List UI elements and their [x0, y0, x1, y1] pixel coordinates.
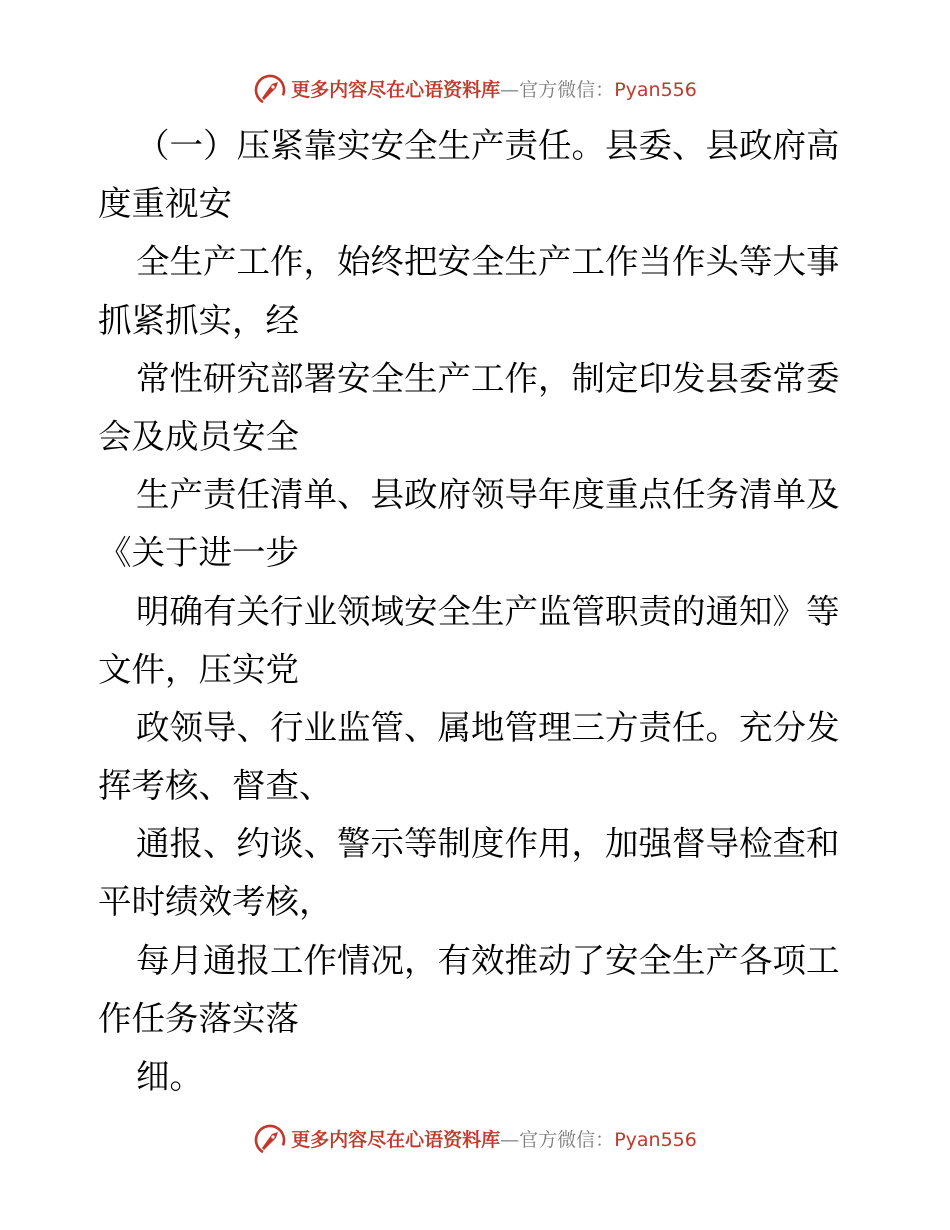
watermark-separator: — [500, 1128, 520, 1151]
text-line: 度重视安 [98, 184, 232, 224]
text-line: 明确有关行业领域安全生产监管职责的通知》等 [136, 591, 840, 631]
text-line: 细。 [136, 1057, 203, 1096]
watermark-account: Pyan556 [614, 78, 697, 101]
text-line: 全生产工作，始终把安全生产工作当作头等大事 [136, 242, 840, 282]
text-line: 《关于进一步 [98, 533, 299, 573]
pen-nib-swirl-logo-icon [253, 73, 287, 107]
text-line: 抓紧抓实，经 [98, 300, 299, 340]
footer-watermark [0, 1120, 950, 1160]
text-line: 每月通报工作情况，有效推动了安全生产各项工 [136, 940, 840, 980]
watermark-text [291, 78, 697, 101]
text-line: 政领导、行业监管、属地管理三方责任。充分发 [136, 707, 840, 747]
text-line: 生产责任清单、县政府领导年度重点任务清单及 [136, 475, 840, 515]
text-line: 会及成员安全 [98, 416, 299, 456]
text-line: （一）压紧靠实安全生产责任。县委、县政府高 [136, 126, 840, 165]
watermark-text [291, 1128, 697, 1151]
watermark-prefix: 更多内容尽在心语资料库 [291, 78, 501, 101]
watermark-prefix: 更多内容尽在心语资料库 [291, 1128, 501, 1151]
document-body [98, 117, 858, 1106]
text-line: 作任务落实落 [98, 998, 299, 1038]
text-line: 常性研究部署安全生产工作，制定印发县委常委 [136, 358, 840, 398]
watermark-label: 官方微信： [519, 1128, 615, 1151]
watermark-separator: — [500, 78, 520, 101]
text-line: 文件，压实党 [98, 649, 299, 689]
header-watermark [0, 70, 950, 110]
text-line: 通报、约谈、警示等制度作用，加强督导检查和 [136, 824, 840, 864]
text-line: 挥考核、督查、 [98, 766, 333, 806]
text-line: 平时绩效考核， [98, 882, 333, 922]
pen-nib-swirl-logo-icon [253, 1123, 287, 1157]
watermark-label: 官方微信： [519, 78, 615, 101]
watermark-account: Pyan556 [614, 1128, 697, 1151]
